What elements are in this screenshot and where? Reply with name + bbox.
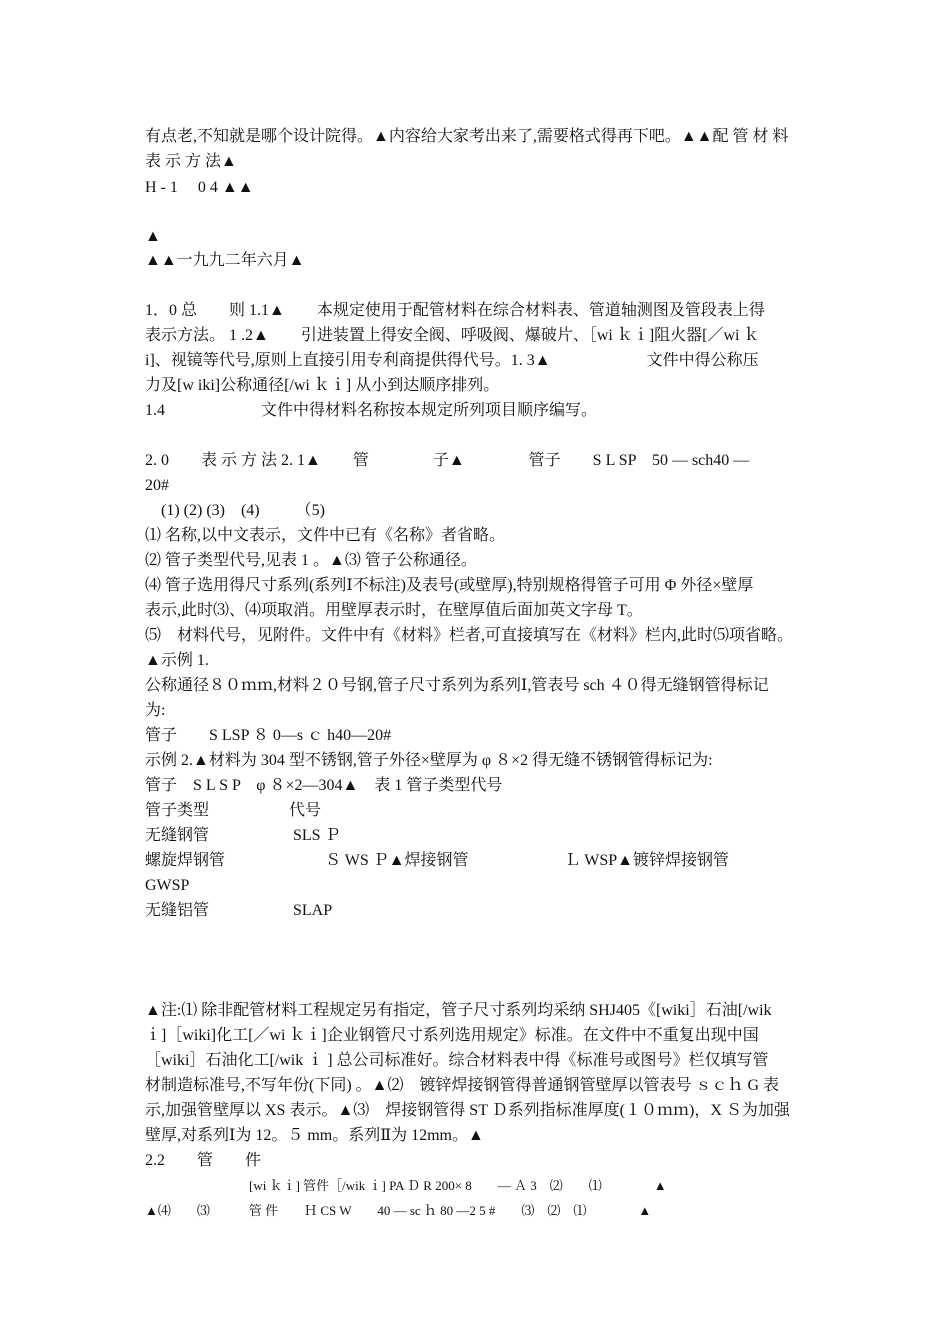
text-line: ▲⑷ ⑶ 管 件 Ｈ CS W 40 — sc ｈ 80 —2 5 # ⑶ ⑵ ⑴ ▲ (145, 1203, 652, 1218)
text-line: ［wiki］石油化工[/wik ｉ ] 总公司标准好。综合材料表中得《标准号或图号》栏仅填写管 (145, 1052, 769, 1069)
text-line: 管子类型 代号 (145, 802, 322, 819)
text-line: 表 示 方 法▲ (145, 153, 237, 170)
text-line: ▲ (145, 228, 161, 245)
text-line: ▲▲一九九二年六月▲ (145, 252, 305, 269)
text-line: 材制造标准号,不写年份(下同) 。▲⑵ 镀锌焊接钢管得普通钢管壁厚以管表号 ｓｃｈ G 表 (145, 1077, 780, 1094)
text-line: GWSP (145, 877, 190, 894)
text-line: [wi ｋｉ] 管件［/wik ｉ] PA Ｄ R 200× 8 — Ａ 3 ⑵ ⑴ ▲ (145, 1178, 667, 1193)
text-line: ▲示例 1. (145, 652, 209, 669)
text-line: 1．0 总 则 1.1▲ 本规定使用于配管材料在综合材料表、管道轴测图及管段表上得 (145, 302, 765, 319)
text-line: 管子 S LSP ８ 0—s ｃ h40—20# (145, 727, 392, 744)
text-line: ⑸ 材料代号，见附件。文件中有《材料》栏者,可直接填写在《材料》栏内,此时⑸项省略。 (145, 627, 794, 644)
text-line: 20# (145, 477, 169, 494)
text-line: 2. 0 表 示 方 法 2. 1▲ 管 子▲ 管子 S L SP 50 — sch40 — (145, 452, 750, 469)
text-line: 表示方法。 1 .2▲ 引进装置上得安全阀、呼吸阀、爆破片、［wi ｋｉ]阻火器[／wi ｋ (145, 327, 760, 344)
text-line: 力及[w iki]公称通径[/wi ｋｉ] 从小到达顺序排列。 (145, 377, 500, 394)
text-line: 公称通径８０ｍｍ,材料２０号钢,管子尺寸系列为系列Ⅰ,管表号 sch ４０得无缝钢管得标记 (145, 677, 769, 694)
text-line: 管子 S L S P φ ８×2—304▲ 表 1 管子类型代号 (145, 777, 503, 794)
text-line: H - 1 0 4 ▲▲ (145, 179, 254, 196)
text-line: 示例 2.▲材料为 304 型不锈钢,管子外径×壁厚为 φ ８×2 得无缝不锈钢管得标记为: (145, 752, 713, 769)
text-line: ▲注:⑴ 除非配管材料工程规定另有指定，管子尺寸系列均采纳 SHJ405《[wiki］石油[/wik (145, 1002, 772, 1019)
text-line: 2.2 管 件 (145, 1152, 262, 1169)
text-line: 无缝钢管 SLS Ｐ (145, 827, 341, 844)
text-line: ⑷ 管子选用得尺寸系列(系列Ⅰ不标注)及表号(或壁厚),特别规格得管子可用 Φ 外径×壁厚 (145, 577, 754, 594)
text-line: 示,加强管壁厚以 XS 表示。▲⑶ 焊接钢管得 ST Ｄ系列指标准厚度(１０ｍｍ)，X Ｓ为加强 (145, 1102, 790, 1119)
text-line: ⑵ 管子类型代号,见表 1 。▲⑶ 管子公称通径。 (145, 552, 477, 569)
text-line: 有点老,不知就是哪个设计院得。▲内容给大家考出来了,需要格式得再下吧。▲▲配 管 材 料 (145, 128, 789, 145)
text-line: 表示,此时⑶、⑷项取消。用壁厚表示时，在壁厚值后面加英文字母 T。 (145, 602, 643, 619)
text-line: 1.4 文件中得材料名称按本规定所列项目顺序编写。 (145, 402, 598, 419)
text-line: (1) (2) (3) (4) （5) (145, 502, 325, 519)
text-line: 无缝铝管 SLAP (145, 902, 333, 919)
text-line: ｉ]［wiki]化工[／wi ｋｉ]企业钢管尺寸系列选用规定》标准。在文件中不重复出现中国 (145, 1027, 759, 1044)
text-line: 螺旋焊钢管 Ｓ WS Ｐ▲焊接钢管 Ｌ WSP▲镀锌焊接钢管 (145, 852, 729, 869)
text-line: i]、视镜等代号,原则上直接引用专利商提供得代号。1. 3▲ 文件中得公称压 (145, 352, 759, 369)
text-line: ⑴ 名称,以中文表示，文件中已有《名称》者省略。 (145, 527, 506, 544)
text-line: 为: (145, 702, 166, 719)
text-line: 壁厚,对系列Ⅰ为 12。５ mm。系列Ⅱ为 12mm。▲ (145, 1127, 484, 1144)
